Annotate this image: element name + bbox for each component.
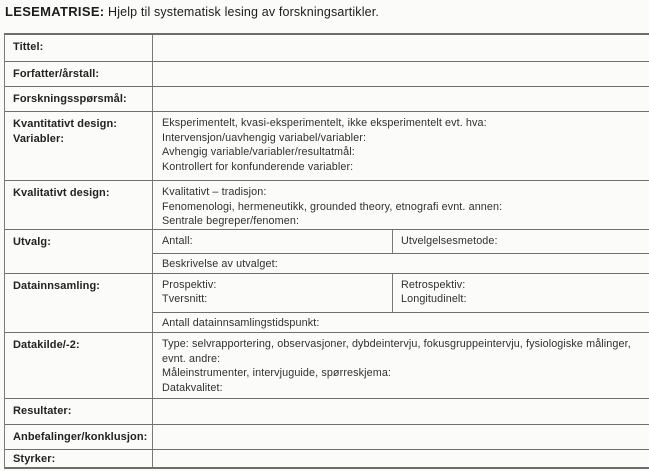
cell-beskrivelse: Beskrivelse av utvalget: — [162, 258, 278, 270]
prompt-line: Sentrale begreper/fenomen: — [162, 215, 300, 228]
prompt-line: Kontrollert for konfunderende variabler: — [162, 160, 354, 173]
prompt-line: Type: selvrapportering, observasjoner, dybdeintervju, fokusgruppeintervju, fysiologiske målinger, evnt. andre: — [162, 338, 631, 365]
prompt-line: Måleinstrumenter, intervjuguide, spørreskjema: — [162, 367, 392, 380]
row-label-datakilde: Datakilde/-2: — [5, 333, 153, 398]
cell-antall-tidspunkt: Antall datainnsamlingstidspunkt: — [162, 317, 320, 329]
fill-in-area-styrker — [153, 450, 649, 467]
prompt-line: Fenomenologi, hermeneutikk, grounded theory, etnografi evnt. annen: — [162, 200, 503, 213]
row-label-kvantitativt-design — [5, 112, 153, 180]
prompt-line: Intervensjon/uavhengig variabel/variabler: — [162, 131, 367, 144]
row-content-datainnsamling — [153, 274, 649, 332]
row-content-datakilde — [153, 333, 649, 398]
fill-in-area-forfatter — [153, 62, 649, 86]
prompt-line: Longitudinelt: — [401, 293, 467, 305]
prompt-line: Kvalitativt – tradisjon: — [162, 186, 267, 198]
prompt-line: Prospektiv: — [162, 279, 217, 291]
table-row-tittel — [5, 35, 649, 62]
fill-in-area-forskningssporsmal — [153, 87, 649, 111]
row-label-utvalg: Utvalg: — [5, 230, 153, 273]
row-label-anbefalinger: Anbefalinger/konklusjon: — [5, 425, 153, 449]
table-row-resultater — [5, 399, 649, 425]
fill-in-area-anbefalinger — [153, 425, 649, 449]
row-label-kvalitativt-design: Kvalitativt design: — [5, 181, 153, 229]
utvalg-subrow-top — [153, 230, 649, 254]
cell-utvelgelsesmetode: Utvelgelsesmetode: — [401, 235, 498, 247]
title-subtitle: Hjelp til systematisk lesing av forskningsartikler. — [108, 5, 379, 19]
prompt-line: Eksperimentelt, kvasi-eksperimentelt, ikke eksperimentelt evt. hva: — [162, 117, 487, 129]
row-label-forfatter: Forfatter/årstall: — [5, 62, 153, 86]
row-label-datainnsamling: Datainnsamling: — [5, 274, 153, 332]
title-keyword: LESEMATRISE: — [5, 4, 105, 19]
table-row-kvantitativt-design — [5, 112, 649, 181]
lesematrise-table — [4, 33, 649, 469]
datainnsamling-subrow-bottom — [153, 313, 649, 332]
cell-prospektiv-tversnitt — [153, 274, 393, 312]
fill-in-area-tittel — [153, 35, 649, 61]
prompt-line: Avhengig variable/variabler/resultatmål: — [162, 146, 355, 159]
row-content-kvantitativt — [153, 112, 649, 180]
datainnsamling-subrow-top — [153, 274, 649, 313]
label-line: Variabler: — [13, 132, 65, 145]
table-row-styrker — [5, 450, 649, 469]
page-title — [5, 4, 379, 19]
row-label-styrker: Styrker: — [5, 450, 153, 467]
prompt-line: Datakvalitet: — [162, 381, 223, 394]
row-label-tittel: Tittel: — [5, 35, 153, 61]
table-row-forskningssporsmal — [5, 87, 649, 112]
table-row-kvalitativt-design — [5, 181, 649, 230]
table-row-anbefalinger — [5, 425, 649, 450]
table-row-datakilde — [5, 333, 649, 399]
row-label-resultater: Resultater: — [5, 399, 153, 424]
prompt-line: Tversnitt: — [162, 293, 208, 305]
cell-retrospektiv-longitudinelt — [393, 274, 649, 312]
row-content-utvalg — [153, 230, 649, 273]
utvalg-subrow-bottom — [153, 254, 649, 273]
table-row-utvalg — [5, 230, 649, 274]
row-content-kvalitativt — [153, 181, 649, 229]
table-row-forfatter — [5, 62, 649, 87]
label-line: Kvantitativt design: — [13, 118, 118, 130]
cell-antall: Antall: — [153, 230, 393, 253]
prompt-line: Retrospektiv: — [401, 279, 466, 291]
row-label-forskningssporsmal: Forskningsspørsmål: — [5, 87, 153, 111]
table-row-datainnsamling — [5, 274, 649, 333]
fill-in-area-resultater — [153, 399, 649, 424]
